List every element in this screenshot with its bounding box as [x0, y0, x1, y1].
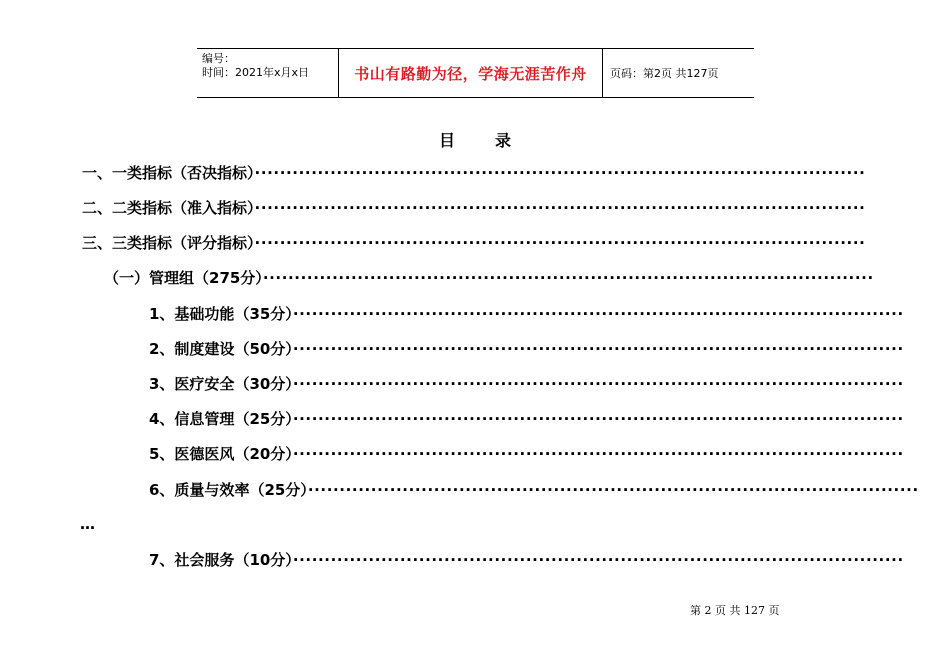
toc-entry-text: （一）管理组（275分）	[104, 269, 263, 287]
toc-entry-text: 二、二类指标（准入指标）	[82, 199, 255, 217]
toc-entry-text: 2、制度建设（50分）	[149, 340, 293, 358]
toc-leader-dots: ·································································································	[262, 269, 874, 287]
toc-entry	[149, 304, 904, 324]
toc-entry	[149, 339, 904, 359]
toc-entry	[82, 233, 866, 253]
toc-title: 目录	[438, 131, 551, 150]
toc-leader-dots: ·································································································	[307, 481, 919, 499]
toc-ellipsis: …	[80, 515, 95, 533]
header-date-label: 时间：2021年x月x日	[202, 66, 310, 79]
toc-entry-text: 7、社会服务（10分）	[149, 551, 293, 569]
toc-entry	[149, 444, 904, 464]
toc-entry-text: 4、信息管理（25分）	[149, 410, 293, 428]
toc-entry-text: 5、医德医风（20分）	[149, 445, 293, 463]
toc-entry	[104, 268, 874, 288]
toc-entry-text: 三、三类指标（评分指标）	[82, 234, 255, 252]
toc-leader-dots: ·································································································	[292, 375, 904, 393]
toc-entry	[82, 163, 866, 183]
toc-entry-text: 3、医疗安全（30分）	[149, 375, 293, 393]
toc-entry-text: 6、质量与效率（25分）	[149, 481, 308, 499]
toc-entry-text: 一、一类指标（否决指标）	[82, 164, 255, 182]
page-header	[197, 48, 754, 98]
toc-leader-dots: ·································································································	[292, 445, 904, 463]
toc-leader-dots: ·································································································	[292, 551, 904, 569]
toc-leader-dots: ·································································································	[292, 305, 904, 323]
toc-leader-dots: ·································································································	[254, 234, 866, 252]
toc-entry	[149, 409, 904, 429]
toc-entry	[149, 480, 919, 500]
header-motto: 书山有路勤为径，学海无涯苦作舟	[338, 49, 603, 97]
toc-leader-dots: ·································································································	[292, 410, 904, 428]
toc-entry	[149, 550, 904, 570]
toc-entry	[149, 374, 904, 394]
page-footer: 第 2 页 共 127 页	[690, 604, 780, 617]
header-meta	[197, 49, 338, 97]
toc-entry-text: 1、基础功能（35分）	[149, 305, 293, 323]
header-number-label: 编号：	[202, 52, 235, 65]
toc-entry	[82, 198, 866, 218]
toc-leader-dots: ·································································································	[254, 164, 866, 182]
toc-leader-dots: ·································································································	[254, 199, 866, 217]
toc-leader-dots: ·································································································	[292, 340, 904, 358]
header-page-code: 页码：第2页 共127页	[610, 67, 719, 80]
